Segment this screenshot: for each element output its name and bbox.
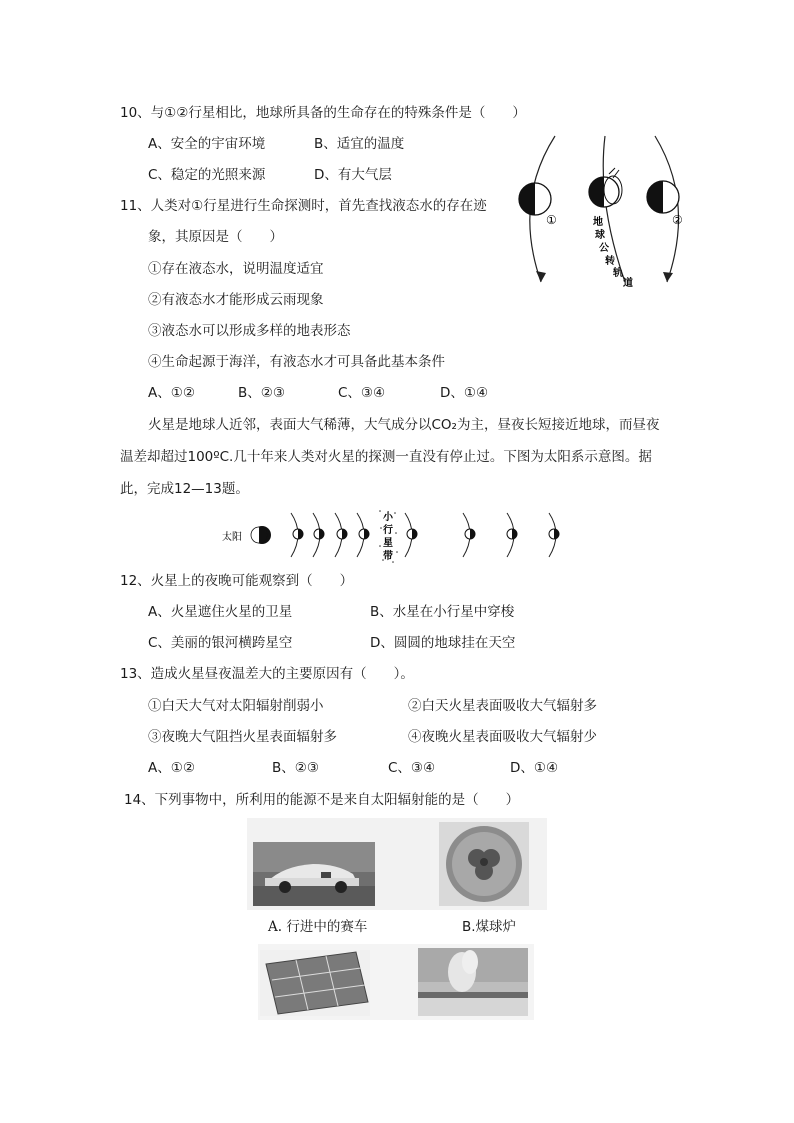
q10-option-d: D、有大气层	[314, 167, 392, 183]
passage-line3: 此，完成12—13题。	[120, 481, 249, 497]
race-car-image	[253, 842, 375, 906]
sun-label: 太阳	[222, 532, 242, 543]
q11-statement-2: ②有液态水才能形成云雨现象	[148, 292, 324, 308]
q13-statement-4: ④夜晚火星表面吸收大气辐射少	[408, 729, 597, 745]
svg-text:公: 公	[599, 243, 609, 254]
asteroid-belt	[379, 508, 398, 564]
q13-statement-3: ③夜晚大气阻挡火星表面辐射多	[148, 729, 337, 745]
sun-icon	[251, 526, 271, 544]
q10-option-c: C、稳定的光照来源	[148, 167, 266, 183]
q11-statement-3: ③液态水可以形成多样的地表形态	[148, 323, 351, 339]
svg-text:轨: 轨	[613, 268, 623, 279]
q12-option-c: C、美丽的银河横跨星空	[148, 635, 293, 651]
q13-option-b: B、②③	[272, 760, 319, 776]
svg-text:地: 地	[593, 217, 603, 228]
q11-stem-line1: 11、人类对①行星进行生命探测时，首先查找液态水的存在迹	[120, 198, 487, 214]
q11-option-a: A、①②	[148, 385, 195, 401]
q11-stem-line2: 象，其原因是（ ）	[148, 229, 283, 245]
q12-option-b: B、水星在小行星中穿梭	[370, 604, 515, 620]
planet-label-1: ①	[546, 213, 557, 227]
passage-line2: 温差却超过100ºC.几十年来人类对火星的探测一直没有停止过。下图为太阳系示意图。据	[120, 449, 652, 465]
photo-row-1	[247, 818, 547, 910]
svg-text:道: 道	[623, 278, 633, 289]
coal-stove-image	[439, 822, 529, 906]
q10-option-b: B、适宜的温度	[314, 136, 405, 152]
q11-option-d: D、①④	[440, 385, 489, 401]
q13-option-c: C、③④	[388, 760, 436, 776]
solar-panel-image	[260, 950, 370, 1016]
planet-icons	[293, 529, 559, 539]
q13-option-d: D、①④	[510, 760, 559, 776]
q11-statement-4: ④生命起源于海洋，有液态水才可具备此基本条件	[148, 354, 445, 370]
q12-stem: 12、火星上的夜晚可能观察到（ ）	[120, 573, 354, 589]
q12-option-d: D、圆圆的地球挂在天空	[370, 635, 516, 651]
svg-text:转: 转	[605, 256, 615, 267]
q13-stem: 13、造成火星昼夜温差大的主要原因有（ ）。	[120, 666, 414, 682]
svg-text:带: 带	[383, 551, 393, 562]
geothermal-steam-image	[418, 948, 528, 1016]
svg-text:行: 行	[383, 525, 393, 536]
svg-text:星: 星	[383, 538, 393, 549]
q11-statement-1: ①存在液态水，说明温度适宜	[148, 261, 324, 277]
q12-option-a: A、火星遮住火星的卫星	[148, 604, 293, 620]
q14-stem: 14、下列事物中，所利用的能源不是来自太阳辐射能的是（ ）	[124, 792, 520, 808]
q13-statement-1: ①白天大气对太阳辐射削弱小	[148, 698, 324, 714]
orbit-diagram	[505, 132, 705, 292]
planet-1-icon	[519, 183, 551, 215]
q10-stem: 10、与①②行星相比，地球所具备的生命存在的特殊条件是（ ）	[120, 105, 526, 121]
svg-text:球: 球	[595, 230, 605, 241]
planet-2-icon	[647, 181, 679, 213]
svg-text:小: 小	[383, 512, 393, 523]
passage-line1: 火星是地球人近邻，表面大气稀薄，大气成分以CO₂为主，昼夜长短接近地球，而昼夜	[148, 417, 660, 433]
caption-a: A. 行进中的赛车	[268, 919, 368, 935]
orbit-label	[593, 215, 633, 289]
q13-statement-2: ②白天火星表面吸收大气辐射多	[408, 698, 597, 714]
q13-option-a: A、①②	[148, 760, 195, 776]
q10-option-a: A、安全的宇宙环境	[148, 136, 266, 152]
q11-option-b: B、②③	[238, 385, 285, 401]
caption-b: B.煤球炉	[462, 919, 517, 935]
earth-icon	[589, 168, 622, 207]
planet-label-2: ②	[672, 213, 683, 227]
q11-option-c: C、③④	[338, 385, 386, 401]
solar-system-diagram	[215, 508, 575, 564]
photo-row-2	[258, 944, 534, 1020]
